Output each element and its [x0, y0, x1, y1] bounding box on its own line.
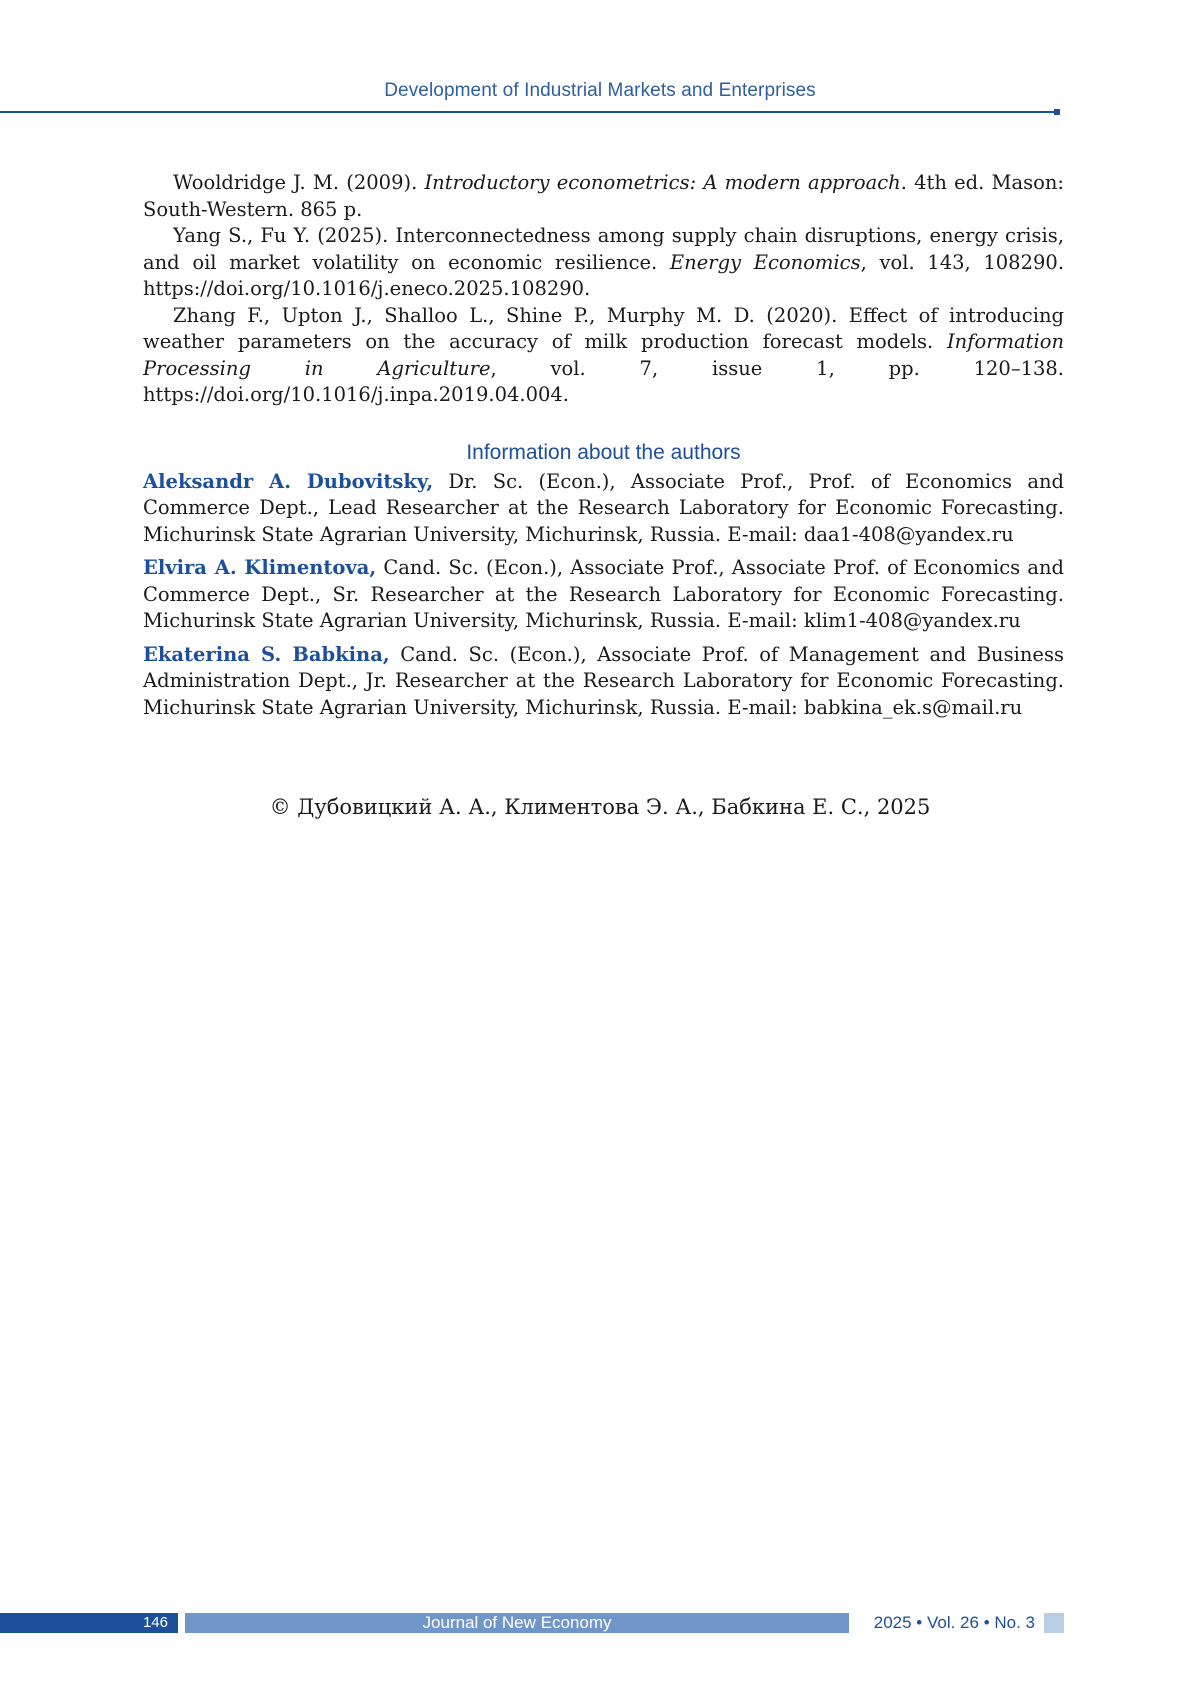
author-details: Cand. Sc. (Econ.), Associate Prof. of Management and Business Administration Dept., Jr. Researcher at the Research Laboratory for Economic Forecasting. Michurinsk State Agrarian University, Michurinsk, Russia. E-mail: babkina_ek.s@mail.ru — [143, 643, 1064, 719]
author-name: Elvira A. Klimentova, — [143, 556, 376, 579]
author-entry — [143, 642, 1064, 722]
journal-name: Journal of New Economy — [185, 1613, 849, 1633]
reference-journal: Energy Economics — [670, 251, 861, 274]
page-number: 146 — [0, 1613, 178, 1633]
page-content — [143, 170, 1064, 728]
footer-square — [1044, 1613, 1064, 1633]
page-footer — [0, 1613, 1200, 1633]
author-entry — [143, 555, 1064, 635]
copyright-notice: © Дубовицкий А. А., Климентова Э. А., Бабкина Е. С., 2025 — [0, 795, 1200, 819]
author-name: Aleksandr A. Dubovitsky, — [143, 470, 433, 493]
header-rule-end-square — [1054, 109, 1060, 115]
reference-journal: Information Processing in Agriculture — [143, 330, 1064, 380]
reference-entry: Wooldridge J. M. (2009). Introductory econometrics: A modern approach. 4th ed. Mason: South-Western. 865 p. — [143, 170, 1064, 223]
author-details: Dr. Sc. (Econ.), Associate Prof., Prof. of Economics and Commerce Dept., Lead Researcher at the Research Laboratory for Economic Forecasting. Michurinsk State Agrarian University, Michurinsk, Russia. E-mail: daa1-408@yandex.ru — [143, 470, 1064, 546]
reference-entry: Yang S., Fu Y. (2025). Interconnectedness among supply chain disruptions, energy crisis, and oil market volatility on economic resilience. Energy Economics, vol. 143, 108290. https://doi.org/10.1016/j.eneco.2025.108290. — [143, 223, 1064, 303]
author-name: Ekaterina S. Babkina, — [143, 643, 390, 666]
author-entry — [143, 469, 1064, 549]
author-details: Cand. Sc. (Econ.), Associate Prof., Associate Prof. of Economics and Commerce Dept., Sr. Researcher at the Research Laboratory for Economic Forecasting. Michurinsk State Agrarian University, Michurinsk, Russia. E-mail: klim1-408@yandex.ru — [143, 556, 1064, 632]
running-title: Development of Industrial Markets and Enterprises — [0, 80, 1200, 102]
issue-info: 2025 • Vol. 26 • No. 3 — [855, 1613, 1035, 1633]
header-rule — [0, 111, 1054, 113]
authors-heading: Information about the authors — [143, 439, 1064, 467]
reference-title: Introductory econometrics: A modern approach — [424, 171, 900, 194]
reference-entry: Zhang F., Upton J., Shalloo L., Shine P., Murphy M. D. (2020). Effect of introducing weather parameters on the accuracy of milk production forecast models. Information Processing in Agriculture, vol. 7, issue 1, pp. 120–138. https://doi.org/10.1016/j.inpa.2019.04.004. — [143, 303, 1064, 409]
